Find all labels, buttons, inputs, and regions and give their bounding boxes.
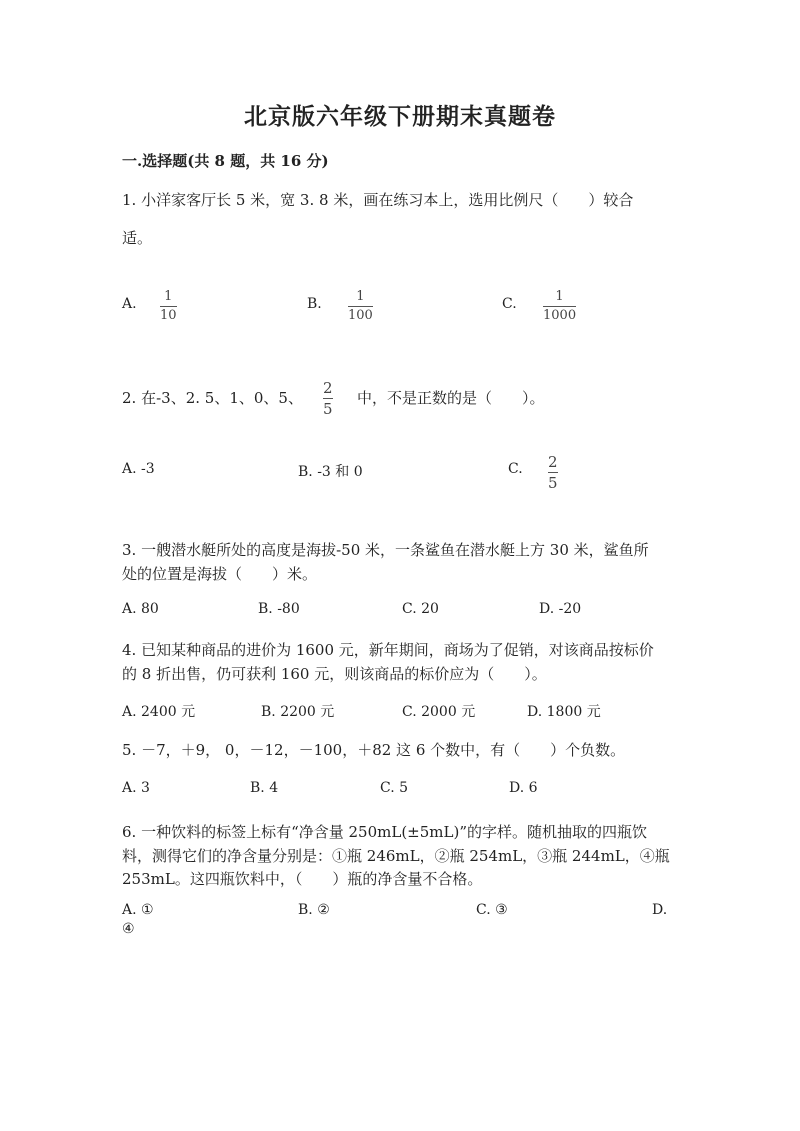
question-6-line-2: 料，测得它们的净含量分别是：①瓶 246mL，②瓶 254mL，③瓶 244mL，④瓶 xyxy=(122,847,670,865)
fraction-bar xyxy=(160,306,177,307)
q2-option-b: B. -3 和 0 xyxy=(298,464,363,480)
fraction-denominator: 1000 xyxy=(543,308,577,323)
fraction-numerator: 2 xyxy=(548,453,558,471)
q3-option-a: A. 80 xyxy=(122,601,159,617)
q5-option-c: C. 5 xyxy=(380,780,409,796)
question-1-line-1: 1. 小洋家客厅长 5 米，宽 3. 8 米，画在练习本上，选用比例尺（ ）较合 xyxy=(122,191,634,209)
question-2-suffix: 中，不是正数的是（ ）。 xyxy=(357,389,545,407)
fraction-bar xyxy=(543,306,576,307)
q3-option-b: B. -80 xyxy=(258,601,300,617)
q1-option-c-label: C. xyxy=(502,296,517,312)
fraction-numerator: 2 xyxy=(323,379,333,397)
q1-option-c-fraction xyxy=(543,289,576,324)
q3-option-d: D. -20 xyxy=(539,601,582,617)
question-5-line-1: 5. －7，＋9， 0，－12，－100，＋82 这 6 个数中，有（ ）个负数。 xyxy=(122,741,626,759)
q3-option-c: C. 20 xyxy=(402,601,439,617)
q4-option-b: B. 2200 元 xyxy=(261,704,335,720)
q4-option-d: D. 1800 元 xyxy=(527,704,601,720)
question-3-line-2: 处的位置是海拔（ ）米。 xyxy=(122,565,318,583)
q4-option-c: C. 2000 元 xyxy=(402,704,476,720)
fraction-denominator: 100 xyxy=(348,308,373,323)
q6-option-a: A. ① xyxy=(122,902,154,918)
fraction-numerator: 1 xyxy=(555,289,564,304)
question-4-line-2: 的 8 折出售，仍可获利 160 元，则该商品的标价应为（ ）。 xyxy=(122,665,547,683)
q1-option-b-label: B. xyxy=(307,296,322,312)
q1-option-a-label: A. xyxy=(122,296,137,312)
question-6-line-3: 253mL。这四瓶饮料中，（ ）瓶的净含量不合格。 xyxy=(122,870,483,888)
q2-option-a: A. -3 xyxy=(122,461,155,477)
q5-option-a: A. 3 xyxy=(122,780,150,796)
fraction-denominator: 10 xyxy=(160,308,177,323)
section-heading: 一.选择题(共 8 题，共 16 分) xyxy=(122,152,329,170)
q6-option-d-label: D. xyxy=(652,902,668,918)
q6-option-c: C. ③ xyxy=(476,902,508,918)
fraction-numerator: 1 xyxy=(356,289,365,304)
q1-option-a-fraction xyxy=(160,289,177,324)
q2-option-c-fraction xyxy=(548,453,558,492)
q2-option-c-label: C. xyxy=(508,461,523,477)
fraction-denominator: 5 xyxy=(323,400,333,418)
q5-option-b: B. 4 xyxy=(250,780,279,796)
fraction-bar xyxy=(348,306,373,307)
q2-inline-fraction xyxy=(323,379,333,418)
q5-option-d: D. 6 xyxy=(509,780,538,796)
page-title: 北京版六年级下册期末真题卷 xyxy=(244,103,556,130)
fraction-numerator: 1 xyxy=(164,289,173,304)
fraction-denominator: 5 xyxy=(548,474,558,492)
q6-option-b: B. ② xyxy=(298,902,330,918)
q4-option-a: A. 2400 元 xyxy=(122,704,196,720)
q6-option-d-wrapped: ④ xyxy=(122,921,135,937)
fraction-bar xyxy=(323,398,333,399)
question-3-line-1: 3. 一艘潜水艇所处的高度是海拔-50 米，一条鲨鱼在潜水艇上方 30 米，鲨鱼所 xyxy=(122,541,649,559)
question-6-line-1: 6. 一种饮料的标签上标有“净含量 250mL(±5mL)”的字样。随机抽取的四瓶饮 xyxy=(122,823,648,841)
question-4-line-1: 4. 已知某种商品的进价为 1600 元，新年期间，商场为了促销，对该商品按标价 xyxy=(122,641,654,659)
fraction-bar xyxy=(548,472,558,473)
question-2-prefix: 2. 在-3、2. 5、1、0、5、 xyxy=(122,389,303,407)
question-1-line-2: 适。 xyxy=(122,229,153,247)
q1-option-b-fraction xyxy=(348,289,373,324)
